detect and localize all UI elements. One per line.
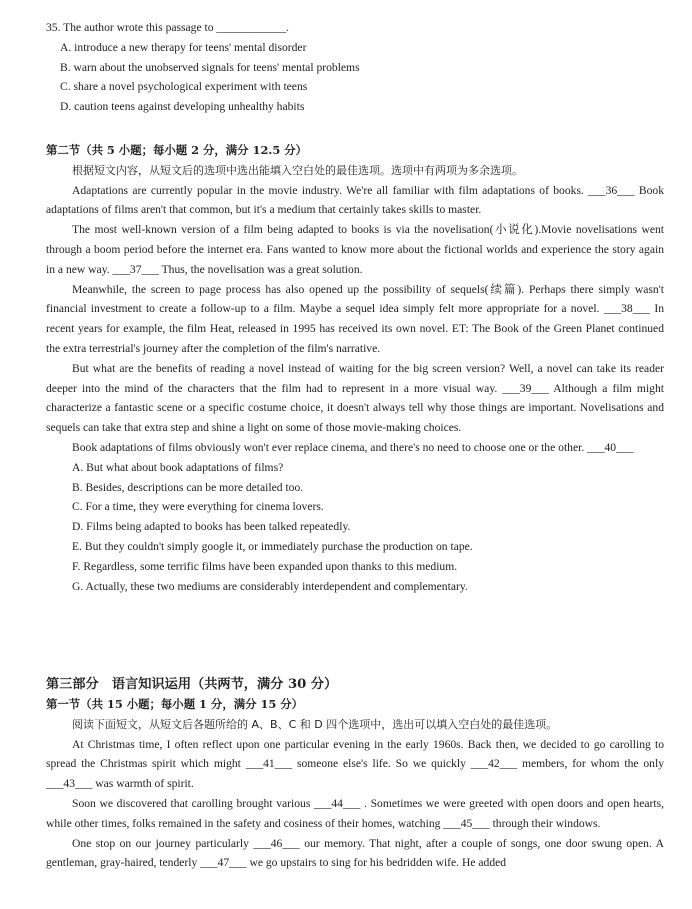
passage-paragraph-4: But what are the benefits of reading a novel instead of waiting for the big screen version? Well, a novel can take its reader deeper into the mind of the characters that the film had to represent in a more visual way. ___39___ Although a film might characterize a fantastic scene or a specific costume choice, it doesn't always tell why those things are important. Novelisations and sequels can take that extra step and shine a light on some of those movie-making choices.	[46, 361, 664, 435]
part-3-subheading: 第一节（共 15 小题；每小题 1 分，满分 15 分）	[46, 697, 304, 711]
cloze-paragraph-3: One stop on our journey particularly ___46___ our memory. That night, after a couple of songs, one door swung open. A gentleman, gray-haired, tenderly ___47___ we go upstairs to sing for his bedridden wife. He added	[46, 836, 664, 870]
section-2-instruction: 根据短文内容，从短文后的选项中选出能填入空白处的最佳选项。选项中有两项为多余选项。	[72, 163, 523, 177]
section-2-option-a: A. But what about book adaptations of films?	[72, 460, 284, 474]
part-3	[46, 674, 664, 873]
section-2-passage	[46, 181, 664, 458]
passage-paragraph-2: The most well-known version of a film being adapted to books is via the novelisation(小说化).Movie novelisations went through a boom period before the internet era. Fans wanted to know more about the fictional worlds and experience the story again in a new way. ___37___ Thus, the novelisation was a great solution.	[46, 223, 664, 276]
section-2-option-e: E. But they couldn't simply google it, or immediately purchase the production on tape.	[72, 539, 473, 553]
cloze-paragraph-2: Soon we discovered that carolling brought various ___44___ . Sometimes we were greeted with open doors and open hearts, while other times, folks remained in the safety and cosiness of their homes, watching ___45___ through their windows.	[46, 796, 664, 830]
passage-paragraph-1: Adaptations are currently popular in the movie industry. We're all familiar with film adaptations of books. ___36___ Book adaptations of films aren't that common, but it's a medium that certainly takes skills to master.	[46, 183, 664, 217]
section-2-option-f: F. Regardless, some terrific films have been expanded upon thanks to this medium.	[72, 559, 458, 573]
part-3-instruction: 阅读下面短文，从短文后各题所给的 A、B、C 和 D 四个选项中，选出可以填入空白处的最佳选项。	[72, 717, 558, 731]
section-2-option-g: G. Actually, these two mediums are considerably interdependent and complementary.	[72, 579, 468, 593]
question-35-stem: 35. The author wrote this passage to ____________.	[46, 21, 289, 34]
cloze-paragraph-1: At Christmas time, I often reflect upon one particular evening in the early 1960s. Back then, we decided to go carolling to spread the Christmas spirit which might ___41___ someone else's life. So we quickly ___42___ members, for whom the only ___43___ was warmth of spirit.	[46, 737, 664, 791]
passage-paragraph-5: Book adaptations of films obviously won't ever replace cinema, and there's no need to choose one or the other. ___40___	[72, 440, 634, 454]
question-35-option-d: D. caution teens against developing unhealthy habits	[60, 100, 305, 114]
part-3-heading: 第三部分 语言知识运用（共两节，满分 30 分）	[46, 677, 338, 692]
section-2-heading: 第二节（共 5 小题；每小题 2 分，满分 12.5 分）	[46, 143, 308, 157]
section-2	[46, 141, 664, 596]
passage-paragraph-3: Meanwhile, the screen to page process has also opened up the possibility of sequels(续篇). Perhaps there simply wasn't financial investment to create a follow-up to a film. Maybe a sequel idea simply felt more appropriate for a novel. ___38___ In recent years for example, the film Heat, released in 1995 has received its own novel. ET: The Book of the Green Planet continued the extra terrestrial's journey after the completion of the film's narrative.	[46, 282, 664, 355]
section-2-options	[46, 458, 664, 597]
part-3-passage	[46, 735, 664, 874]
section-2-option-b: B. Besides, descriptions can be more detailed too.	[72, 480, 304, 494]
section-2-option-d: D. Films being adapted to books has been talked repeatedly.	[72, 520, 351, 534]
question-35-option-b: B. warn about the unobserved signals for teens' mental problems	[60, 60, 360, 74]
question-35-option-a: A. introduce a new therapy for teens' mental disorder	[60, 40, 307, 54]
question-35-option-c: C. share a novel psychological experiment with teens	[60, 80, 308, 94]
question-35	[46, 18, 664, 117]
section-2-option-c: C. For a time, they were everything for cinema lovers.	[72, 500, 324, 514]
